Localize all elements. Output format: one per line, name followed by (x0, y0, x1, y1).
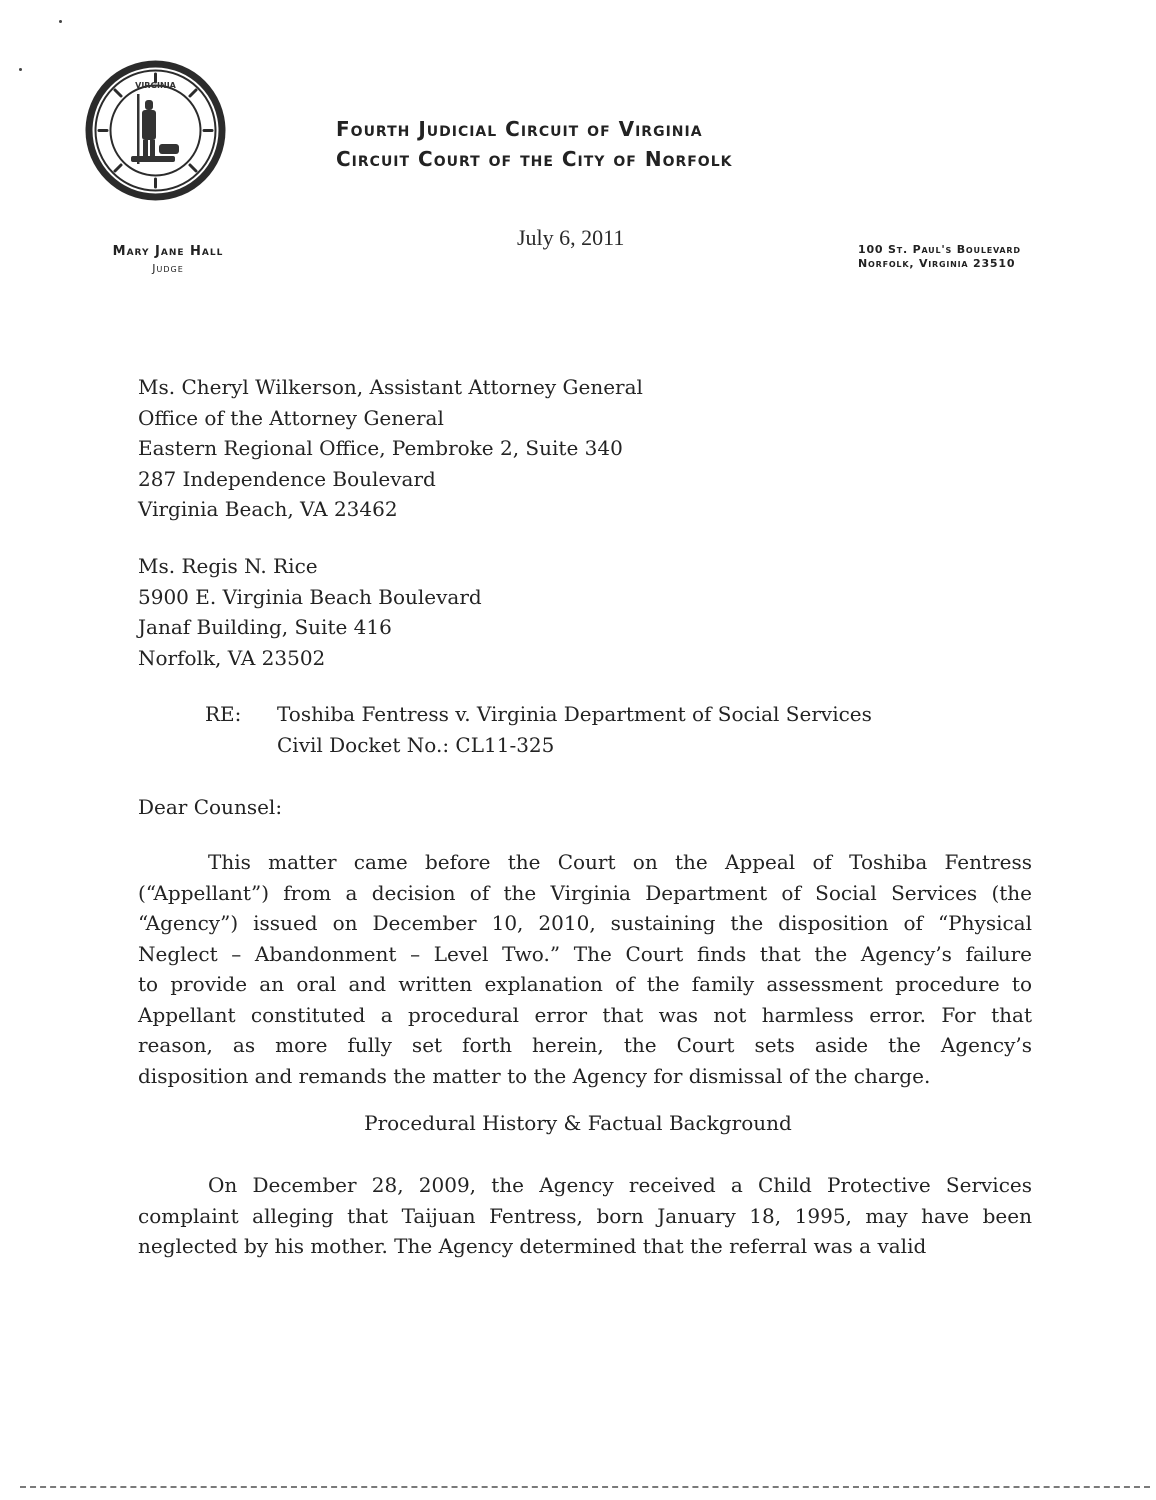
court-address-line: Norfolk, Virginia 23510 (858, 257, 1016, 270)
address-line: Eastern Regional Office, Pembroke 2, Suite 340 (138, 436, 623, 460)
section-heading: Procedural History & Factual Background (364, 1111, 792, 1135)
court-heading (336, 114, 732, 174)
re-line: Civil Docket No.: CL11-325 (277, 732, 555, 757)
svg-text:VIRGINIA: VIRGINIA (135, 81, 176, 90)
address-line: 5900 E. Virginia Beach Boulevard (138, 584, 482, 609)
judge-name: Mary Jane Hall (112, 244, 224, 259)
re-subject (277, 699, 872, 760)
judge-block (88, 244, 248, 279)
paragraph-line: disposition and remands the matter to the Agency for dismissal of the charge. (138, 1063, 931, 1088)
scan-speck (59, 20, 62, 23)
paragraph-line: On December 28, 2009, the Agency received a Child Protective Services (208, 1173, 1032, 1197)
scan-speck (19, 68, 22, 71)
court-address-line: 100 St. Paul's Boulevard (858, 243, 1021, 256)
paragraph-line: This matter came before the Court on the Appeal of Toshiba Fentress (208, 850, 1032, 874)
salutation: Dear Counsel: (138, 795, 283, 819)
circuit-name: Fourth Judicial Circuit of Virginia (336, 117, 703, 141)
court-name: Circuit Court of the City of Norfolk (336, 147, 733, 171)
judge-title: Judge (152, 262, 184, 275)
recipient-address-1 (138, 372, 643, 525)
paragraph-line: complaint alleging that Taijuan Fentress, born January 18, 1995, may have been (138, 1203, 1032, 1228)
paragraph-line: “Agency”) issued on December 10, 2010, sustaining the disposition of “Physical (138, 911, 1032, 935)
paragraph-line: Neglect – Abandonment – Level Two.” The Court finds that the Agency’s failure (138, 941, 1032, 966)
address-line: 287 Independence Boulevard (138, 466, 436, 491)
address-line: Norfolk, VA 23502 (138, 645, 326, 670)
virginia-seal-icon (83, 58, 228, 203)
address-line: Ms. Cheryl Wilkerson, Assistant Attorney General (138, 375, 643, 399)
re-label: RE: (205, 702, 242, 726)
paragraph-line: neglected by his mother. The Agency determined that the referral was a valid (138, 1234, 927, 1258)
recipient-address-2 (138, 551, 482, 673)
paragraph-line: to provide an oral and written explanation of the family assessment procedure to (138, 972, 1032, 996)
paragraph-history (138, 1170, 1032, 1262)
paragraph-line: Appellant constituted a procedural error that was not harmless error. For that (138, 1002, 1032, 1027)
address-line: Janaf Building, Suite 416 (138, 615, 392, 639)
paragraph-line: (“Appellant”) from a decision of the Virginia Department of Social Services (the (138, 880, 1032, 905)
footer-scan-line (20, 1486, 1150, 1488)
re-line: Toshiba Fentress v. Virginia Department of Social Services (277, 702, 872, 726)
letter-date: July 6, 2011 (517, 225, 625, 250)
paragraph-line: reason, as more fully set forth herein, the Court sets aside the Agency’s (138, 1033, 1032, 1057)
paragraph-intro (138, 847, 1032, 1091)
address-line: Office of the Attorney General (138, 405, 444, 430)
court-address (858, 243, 1068, 271)
address-line: Virginia Beach, VA 23462 (138, 497, 398, 521)
address-line: Ms. Regis N. Rice (138, 554, 318, 578)
